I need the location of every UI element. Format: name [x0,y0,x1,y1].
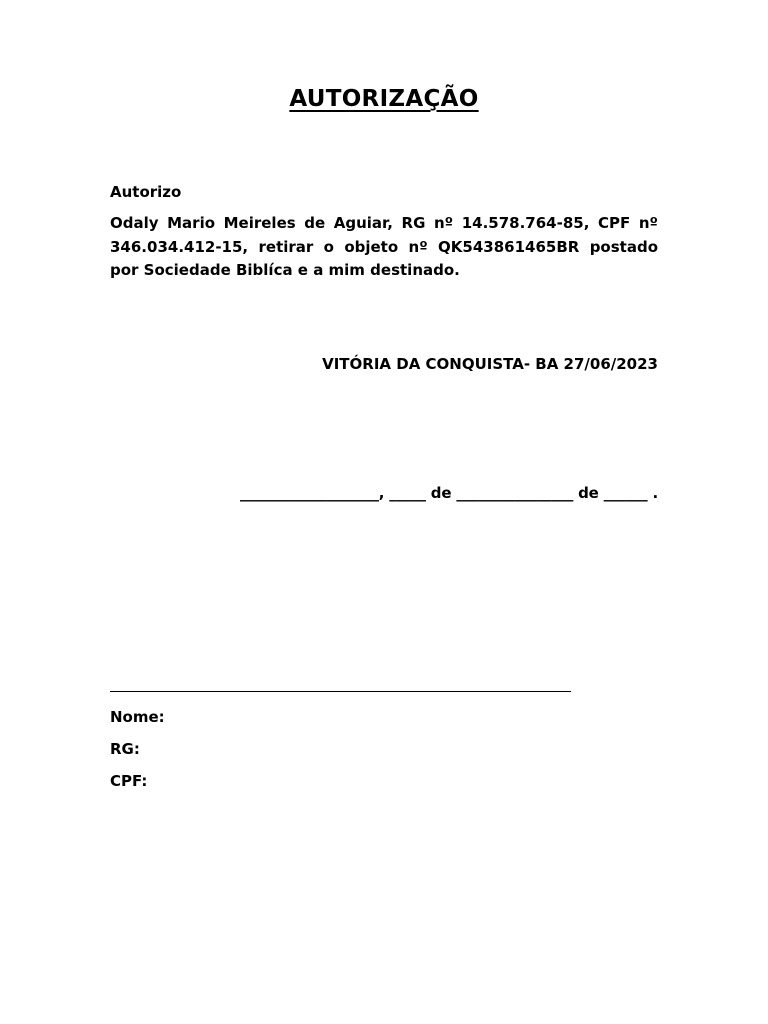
document-title: AUTORIZAÇÃO [289,86,479,112]
signature-line [110,691,571,692]
name-label: Nome: [110,708,165,726]
lead-text: Autorizo [110,183,182,201]
rg-label: RG: [110,740,140,758]
cpf-label: CPF: [110,772,148,790]
date-blank-line: ___________________, _____ de ________________ de ______ . [240,484,658,502]
authorization-paragraph: Odaly Mario Meireles de Aguiar, RG nº 14.578.764-85, CPF nº 346.034.412-15, retirar o objeto nº QK543861465BR postado por Sociedade Biblíca e a mim destinado. [110,214,658,279]
place-and-date: VITÓRIA DA CONQUISTA- BA 27/06/2023 [322,355,658,373]
